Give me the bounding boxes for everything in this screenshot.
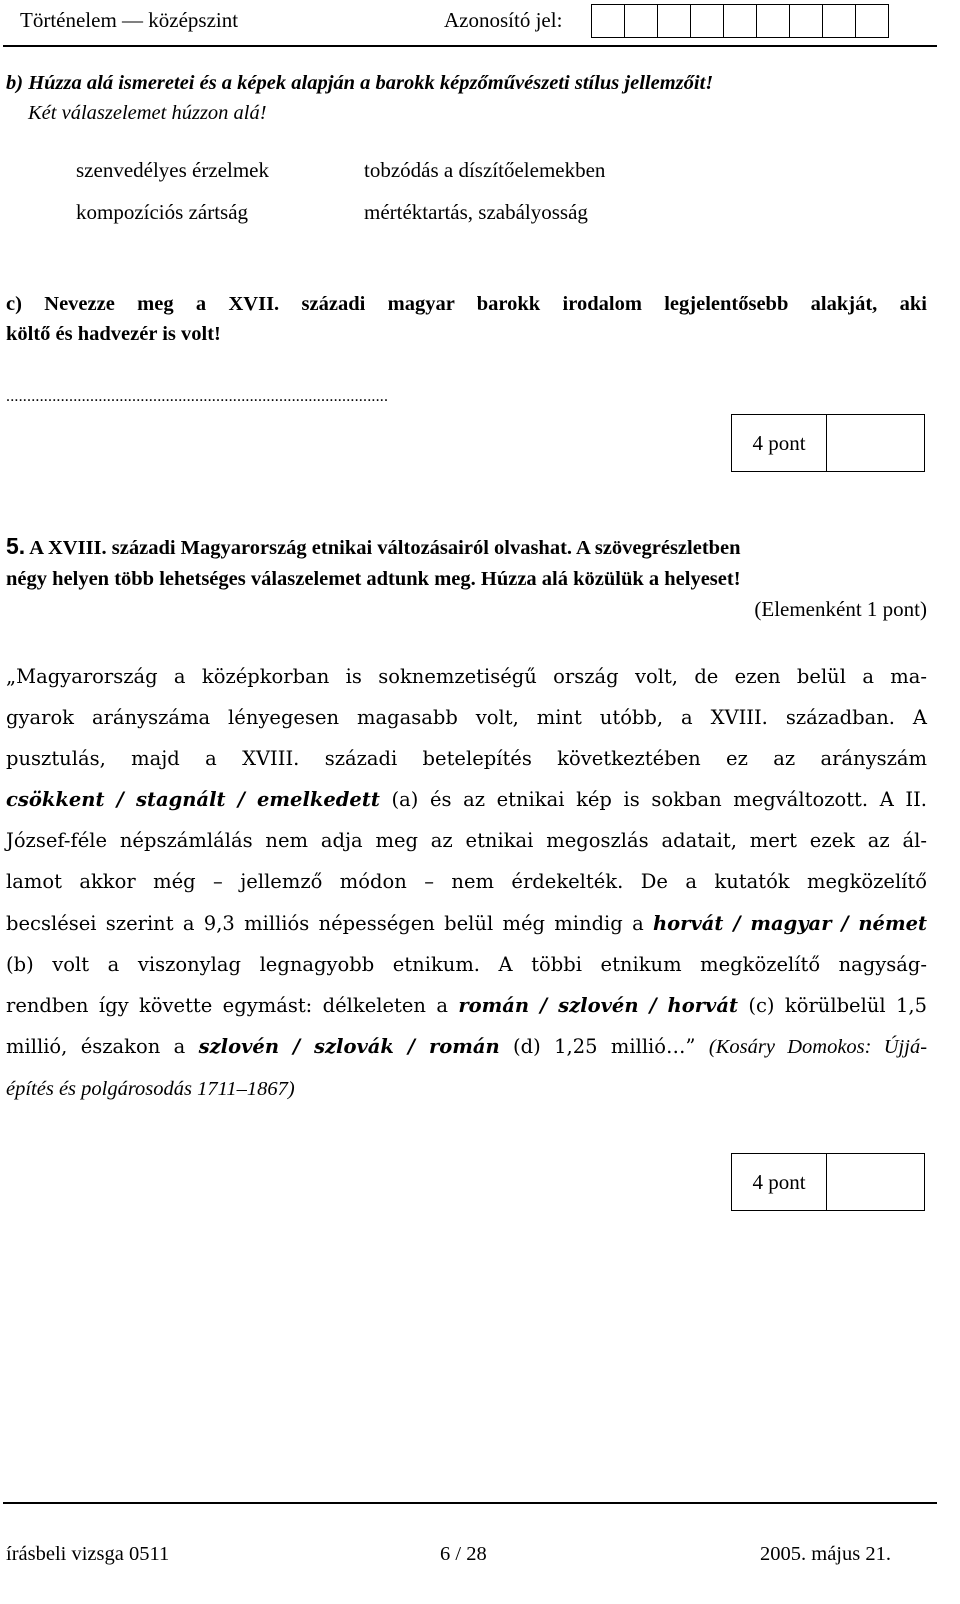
quote-text: rendben így követte egymást: délkeleten a xyxy=(6,993,448,1017)
quote-text: millió, északon a xyxy=(6,1034,186,1058)
id-code-boxes xyxy=(592,4,889,38)
quote-line xyxy=(6,1026,927,1068)
score-entry-cell xyxy=(827,414,925,472)
quote-line: József-féle népszámlálás nem adja meg az etnikai megoszlás adatait, mert ezek az ál- xyxy=(6,829,927,853)
page-number: 6 / 28 xyxy=(440,1543,487,1565)
source-quote xyxy=(6,656,927,1110)
part-c-question-line-2: költő és hadvezér is volt! xyxy=(6,323,221,345)
answer-option[interactable]: tobzódás a díszítőelemekben xyxy=(364,158,606,182)
answer-option[interactable]: kompozíciós zártság xyxy=(76,200,249,224)
choice-d[interactable]: szlovén / szlovák / román xyxy=(198,1034,500,1058)
id-code-box[interactable] xyxy=(822,4,856,38)
answer-option[interactable]: mértéktartás, szabályosság xyxy=(364,200,588,224)
choice-a[interactable]: csökkent / stagnált / emelkedett xyxy=(6,788,380,812)
score-label: 4 pont xyxy=(731,1153,827,1211)
task-5-question-text: A XVIII. századi Magyarország etnikai változásairól olvashat. A szövegrészletben xyxy=(29,537,741,559)
quote-text: becslései szerint a 9,3 milliós népességen belül még mindig a xyxy=(6,911,644,935)
points-note: (Elemenként 1 pont) xyxy=(754,597,927,621)
citation: (Kosáry Domokos: Újjá- xyxy=(708,1035,928,1058)
quote-line xyxy=(6,1068,927,1110)
quote-line: gyarok arányszáma lényegesen magasabb volt, mint utóbb, a XVIII. században. A xyxy=(6,706,927,730)
id-code-box[interactable] xyxy=(723,4,757,38)
exam-date: 2005. május 21. xyxy=(760,1543,891,1565)
quote-line xyxy=(6,985,927,1026)
score-box xyxy=(731,414,925,472)
id-code-box[interactable] xyxy=(789,4,823,38)
citation: építés és polgárosodás 1711–1867) xyxy=(6,1077,295,1100)
exam-code: írásbeli vizsga 0511 xyxy=(6,1543,170,1565)
choice-b[interactable]: horvát / magyar / német xyxy=(653,911,927,935)
header-rule xyxy=(3,45,937,47)
id-code-box[interactable] xyxy=(756,4,790,38)
id-code-box[interactable] xyxy=(855,4,889,38)
id-code-box[interactable] xyxy=(690,4,724,38)
part-b-question: b) Húzza alá ismeretei és a képek alapján a barokk képzőművészeti stílus jellemzőit! xyxy=(6,72,714,94)
task-5-question-line-2: négy helyen több lehetséges válaszelemet adtunk meg. Húzza alá közülük a helyeset! xyxy=(6,568,741,590)
score-entry-cell xyxy=(827,1153,925,1211)
answer-line[interactable]: ........................................................................................... xyxy=(6,388,389,405)
header-title: Történelem — középszint xyxy=(20,8,239,32)
quote-text: (c) körülbelül 1,5 xyxy=(748,993,928,1017)
id-code-box[interactable] xyxy=(591,4,625,38)
quote-line xyxy=(6,903,927,944)
score-label: 4 pont xyxy=(731,414,827,472)
quote-line xyxy=(6,779,927,820)
answer-option[interactable]: szenvedélyes érzelmek xyxy=(76,158,269,182)
quote-line: (b) volt a viszonylag legnagyobb etnikum. A többi etnikum megközelítő nagyság- xyxy=(6,952,927,976)
id-code-box[interactable] xyxy=(657,4,691,38)
footer-rule xyxy=(3,1502,937,1504)
part-c-question-line-1: c) Nevezze meg a XVII. századi magyar barokk irodalom legjelentősebb alakját, aki xyxy=(6,293,927,315)
part-b-instruction: Két válaszelemet húzzon alá! xyxy=(28,102,267,124)
quote-line: lamot akkor még – jellemző módon – nem érdekelték. De a kutatók megközelítő xyxy=(6,870,927,894)
task-number: 5. xyxy=(6,533,26,559)
id-code-box[interactable] xyxy=(624,4,658,38)
quote-text: (d) 1,25 millió…” xyxy=(513,1034,696,1058)
score-box xyxy=(731,1153,925,1211)
quote-text: (a) és az etnikai kép is sokban megváltozott. A II. xyxy=(391,788,928,812)
quote-line: „Magyarország a középkorban is soknemzetiségű ország volt, de ezen belül a ma- xyxy=(6,665,927,688)
quote-line: pusztulás, majd a XVIII. századi betelepítés következtében ez az arányszám xyxy=(6,747,927,771)
id-label: Azonosító jel: xyxy=(444,8,563,32)
choice-c[interactable]: román / szlovén / horvát xyxy=(458,993,738,1017)
task-5-question-line-1 xyxy=(6,533,741,560)
